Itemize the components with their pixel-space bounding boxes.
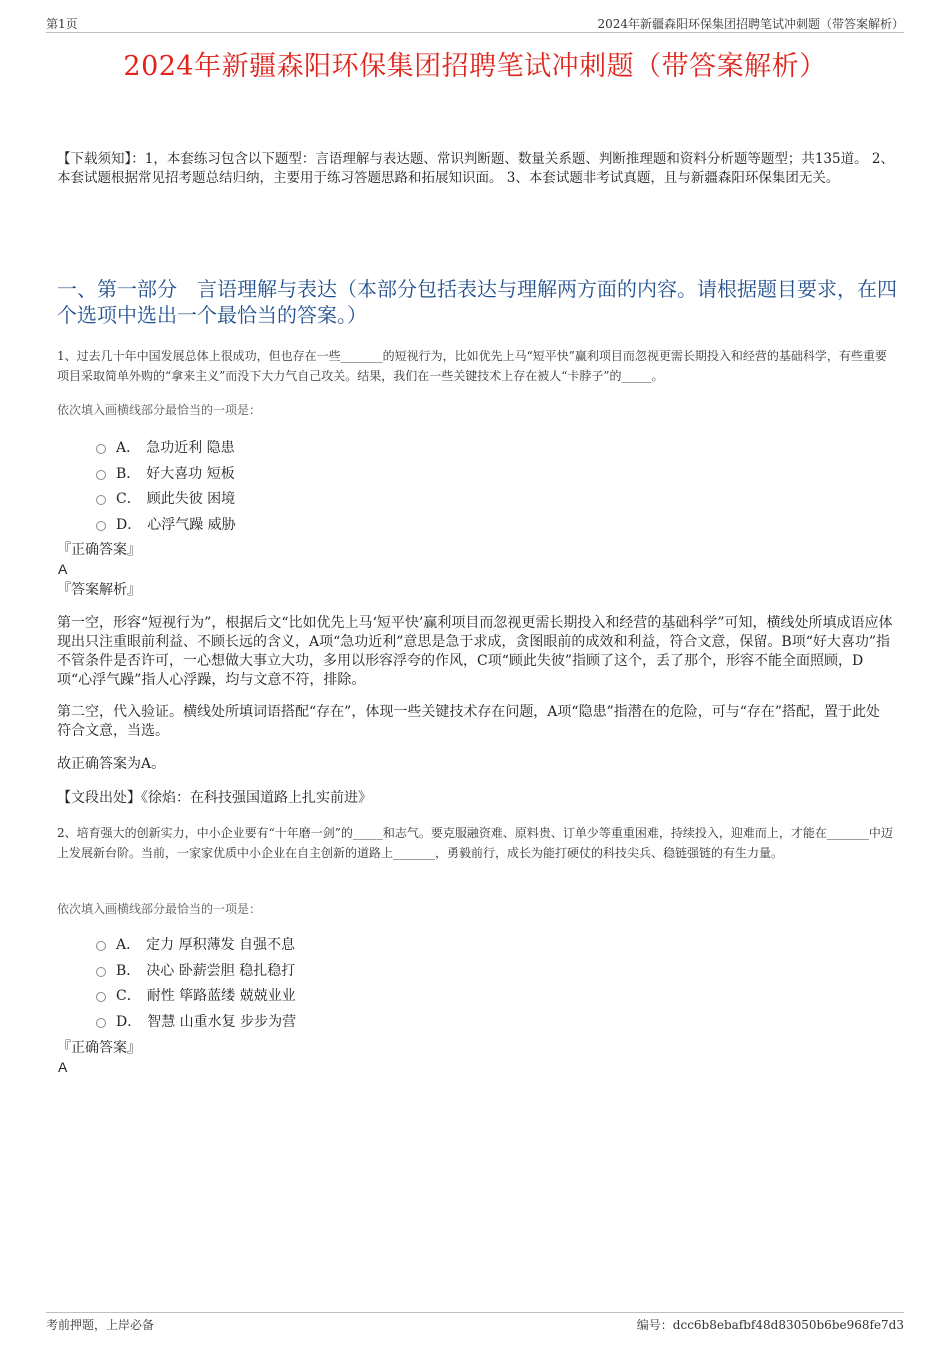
question-2-prompt: 依次填入画横线部分最恰当的一项是： — [57, 902, 262, 916]
option-text: 决心 卧薪尝胆 稳扎稳打 — [146, 962, 296, 979]
q2-option-c[interactable] — [96, 983, 496, 1009]
q2-option-b[interactable] — [96, 957, 496, 983]
radio-icon[interactable] — [96, 992, 106, 1002]
radio-icon[interactable] — [96, 941, 106, 951]
radio-icon[interactable] — [96, 1018, 106, 1028]
q1-analysis-paragraph-1: 第一空，形容“短视行为”，根据后文“比如优先上马‘短平快’赢利项目而忽视更需长期投入和经营的基础科学”可知，横线处所填成语应体现出只注重眼前利益、不顾长远的含义，A项“急功近利”意思是急于求成，贪图眼前的成效和利益，符合文意，保留。B项“好大喜功”指不管条件是否许可，一心想做大事立大功，多用以形容浮夸的作风，C项“顾此失彼”指顾了这个，丢了那个，形容不能全面照顾，D项“心浮气躁”指人心浮躁，均与文意不符，排除。 — [57, 615, 893, 688]
q1-option-c[interactable] — [96, 486, 496, 512]
option-letter: B． — [116, 465, 141, 482]
q1-analysis-label: 『答案解析』 — [57, 582, 141, 598]
q1-analysis-paragraph-2: 第二空，代入验证。横线处所填词语搭配“存在”，体现一些关键技术存在问题，A项“隐患”指潜在的危险，可与“存在”搭配，置于此处符合文意，当选。 — [57, 704, 881, 739]
option-text: 智慧 山重水复 步步为营 — [147, 1014, 297, 1031]
option-text: 耐性 筚路蓝缕 兢兢业业 — [146, 988, 296, 1005]
q1-source: 【文段出处】《徐焰：在科技强国道路上扎实前进》 — [57, 790, 372, 806]
section-title: 一、第一部分 言语理解与表达（本部分包括表达与理解两方面的内容。请根据题目要求，在四个选项中选出一个最恰当的答案。） — [57, 277, 897, 327]
option-letter: D． — [116, 517, 142, 534]
page-footer — [46, 1312, 904, 1335]
radio-icon[interactable] — [96, 470, 106, 480]
document-title: 2024年新疆森阳环保集团招聘笔试冲刺题（带答案解析） — [123, 51, 827, 82]
q2-answer-label: 『正确答案』 — [57, 1040, 141, 1056]
radio-icon[interactable] — [96, 521, 106, 531]
q1-option-d[interactable] — [96, 511, 496, 537]
question-1-options — [96, 434, 496, 537]
q1-option-b[interactable] — [96, 460, 496, 486]
q1-answer-label: 『正确答案』 — [57, 542, 141, 558]
footer-doc-id: 编号：dcc6b8ebafbf48d83050b6be968fe7d3 — [636, 1318, 904, 1332]
footer-slogan: 考前押题，上岸必备 — [46, 1318, 155, 1332]
option-text: 急功近利 隐患 — [146, 439, 235, 456]
q2-option-d[interactable] — [96, 1008, 496, 1034]
option-letter: A． — [116, 936, 141, 953]
q1-conclusion: 故正确答案为A。 — [57, 756, 166, 772]
download-notice: 【下载须知】：1，本套练习包含以下题型：言语理解与表达题、常识判断题、数量关系题、判断推理题和资料分析题等题型；共135道。 2、本套试题根据常见招考题总结归纳，主要用于练习答题思路和拓展知识面。 3、本套试题非考试真题，且与新疆森阳环保集团无关。 — [57, 151, 894, 186]
question-2-text: 2、培育强大的创新实力，中小企业要有“十年磨一剑”的_____和志气。要克服融资难、原料贵、订单少等重重困难，持续投入，迎难而上，才能在_______中迈上发展新台阶。当前，一家家优质中小企业在自主创新的道路上_______，勇毅前行，成长为能打硬仗的科技尖兵、稳链强链的有生力量。 — [57, 826, 893, 860]
option-letter: D． — [116, 1014, 142, 1031]
option-letter: B． — [116, 962, 141, 979]
option-letter: C． — [116, 988, 141, 1005]
question-2-options — [96, 931, 496, 1034]
radio-icon[interactable] — [96, 967, 106, 977]
page-header — [46, 14, 904, 33]
q2-answer: A — [58, 1059, 68, 1075]
page-number: 第1页 — [46, 17, 78, 31]
option-text: 顾此失彼 困境 — [146, 491, 236, 508]
option-letter: C． — [116, 491, 141, 508]
option-text: 心浮气躁 威胁 — [147, 517, 236, 534]
option-letter: A． — [116, 439, 141, 456]
q1-option-a[interactable] — [96, 434, 496, 460]
q2-option-a[interactable] — [96, 931, 496, 957]
option-text: 定力 厚积薄发 自强不息 — [146, 936, 296, 953]
q1-answer: A — [58, 561, 68, 577]
radio-icon[interactable] — [96, 495, 106, 505]
question-1-prompt: 依次填入画横线部分最恰当的一项是： — [57, 403, 262, 417]
header-doc-title: 2024年新疆森阳环保集团招聘笔试冲刺题（带答案解析） — [597, 17, 904, 31]
radio-icon[interactable] — [96, 444, 106, 454]
question-1-text: 1、过去几十年中国发展总体上很成功，但也存在一些_______的短视行为，比如优先上马“短平快”赢利项目而忽视更需长期投入和经营的基础科学，有些重要项目采取简单外购的“拿来主义”而没下大力气自己攻关。结果，我们在一些关键技术上存在被人“卡脖子”的_____。 — [57, 349, 887, 383]
option-text: 好大喜功 短板 — [146, 465, 235, 482]
